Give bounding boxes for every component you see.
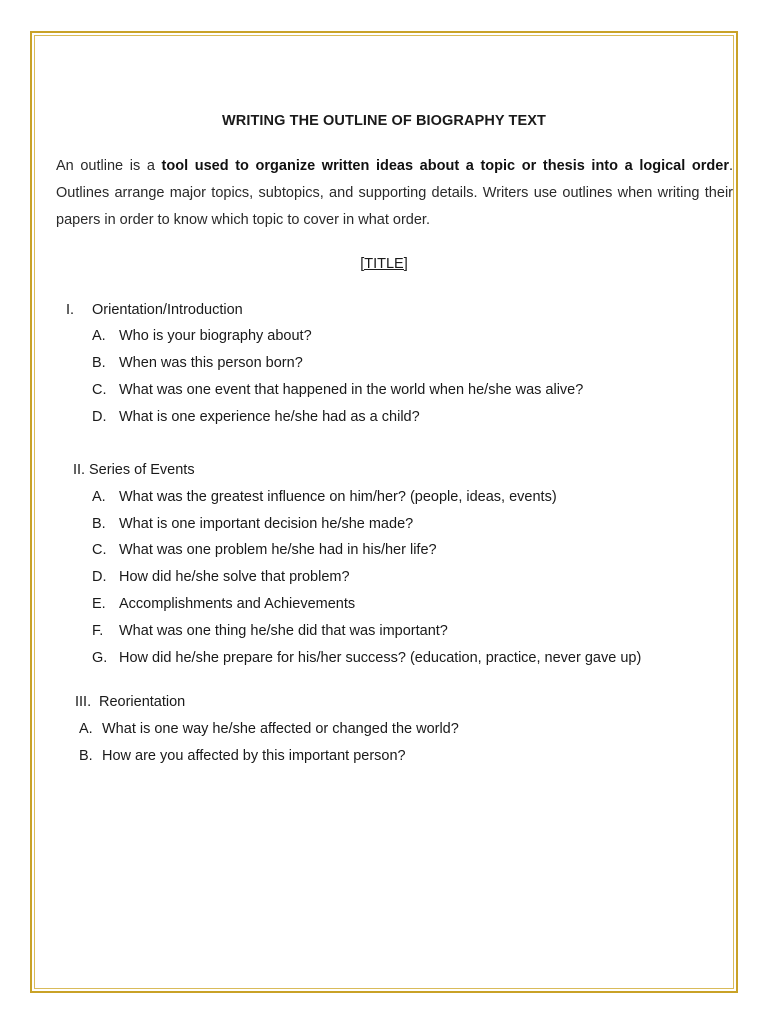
item-letter: A. (92, 489, 106, 505)
section-numeral: II. (73, 462, 86, 478)
item-text: What is one way he/she affected or changed the world? (102, 721, 459, 737)
item-letter: D. (92, 409, 107, 425)
item-letter: A. (79, 721, 93, 737)
section-title: Series of Events (89, 462, 195, 478)
item-text: When was this person born? (119, 355, 303, 371)
item-letter: B. (92, 355, 106, 371)
intro-bold: tool used to organize written ideas about a topic or thesis into a logical order (161, 158, 729, 174)
item-letter: D. (92, 569, 107, 585)
item-letter: G. (92, 650, 108, 666)
section-title: Reorientation (99, 694, 186, 710)
item-letter: F. (92, 623, 104, 639)
item-letter: C. (92, 382, 107, 398)
section-numeral: I. (66, 302, 75, 318)
section-title: Orientation/Introduction (92, 302, 243, 318)
item-text: What was one thing he/she did that was important? (119, 623, 448, 639)
item-text: What is one important decision he/she made? (119, 516, 414, 532)
item-text: How did he/she solve that problem? (119, 569, 350, 585)
intro-paragraph (56, 153, 733, 234)
item-letter: A. (92, 328, 106, 344)
placeholder-title: [TITLE] (360, 256, 408, 272)
item-text: Accomplishments and Achievements (119, 596, 356, 612)
item-letter: E. (92, 596, 106, 612)
item-letter: B. (92, 516, 106, 532)
item-text: What was one problem he/she had in his/her life? (119, 542, 437, 558)
item-text: What was one event that happened in the world when he/she was alive? (119, 382, 584, 398)
section-numeral: III. (75, 694, 92, 710)
item-letter: B. (79, 748, 93, 764)
item-text: How are you affected by this important person? (102, 748, 406, 764)
intro-lead: An outline is a (56, 158, 162, 174)
item-text: What is one experience he/she had as a child? (119, 409, 420, 425)
item-text: Who is your biography about? (119, 328, 312, 344)
document-heading: WRITING THE OUTLINE OF BIOGRAPHY TEXT (221, 113, 547, 129)
item-text: How did he/she prepare for his/her success? (education, practice, never gave up) (119, 650, 642, 666)
item-letter: C. (92, 542, 107, 558)
intro-rest: . Outlines arrange major topics, subtopics, and supporting details. Writers use outlines when writing their papers in order to know which topic to cover in what order. (56, 158, 733, 228)
item-text: What was the greatest influence on him/her? (people, ideas, events) (119, 489, 557, 505)
